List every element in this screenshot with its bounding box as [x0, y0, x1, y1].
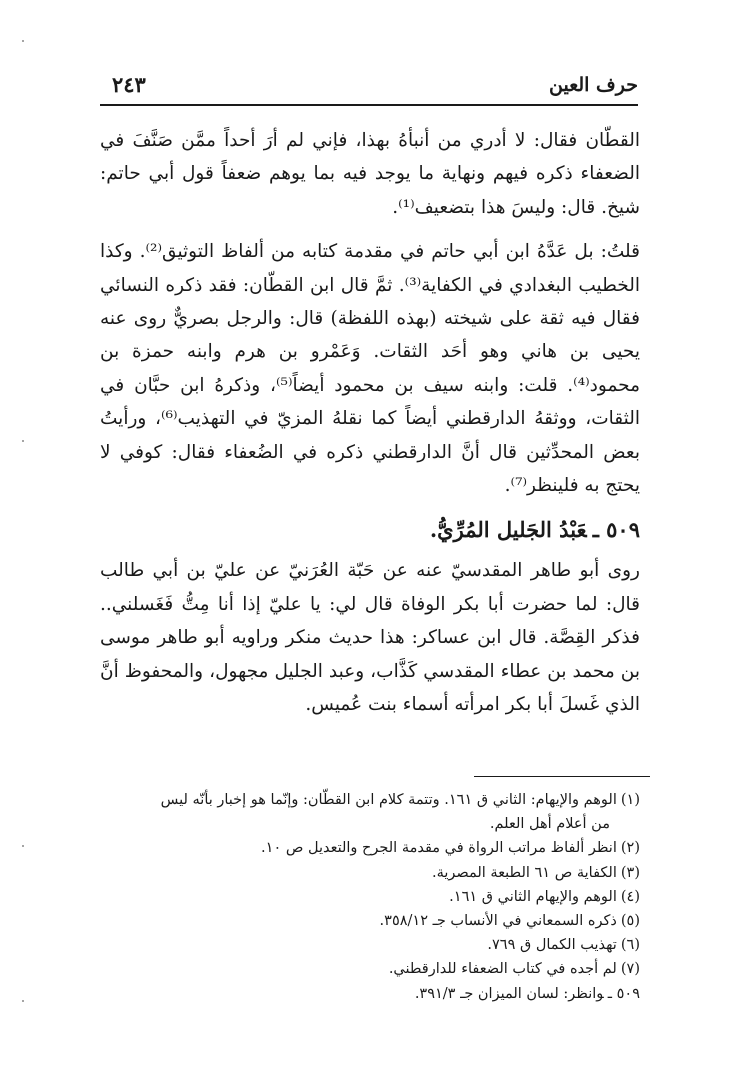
- footnote-text: الوهم والإيهام الثاني ق ١٦١.: [449, 888, 617, 905]
- page-number: ٢٤٣: [112, 72, 146, 97]
- footnote-text: لم أجده في كتاب الضعفاء للدارقطني.: [388, 961, 617, 978]
- entry-heading: [100, 512, 640, 548]
- footnote-marker: (٧): [620, 961, 640, 978]
- running-title: حرف العين: [549, 74, 638, 96]
- scan-speck: [22, 440, 24, 442]
- footnote-6: [100, 933, 640, 957]
- footnote-text: انظر ألفاظ مراتب الرواة في مقدمة الجرح والتعديل ص ١٠.: [261, 840, 617, 857]
- footnote-2: [100, 836, 640, 860]
- footnotes: [100, 788, 640, 1006]
- footnote-entry-509: [100, 982, 640, 1006]
- footnote-1-continuation: من أعلام أهل العلم.: [489, 816, 610, 833]
- footnote-marker: (٢): [620, 840, 640, 857]
- footnote-text: وانظر: لسان الميزان جـ ٣٩١/٣.: [414, 985, 604, 1002]
- paragraph-2: قلتُ: بل عَدَّهُ ابن أبي حاتم في مقدمة كتابه من ألفاظ التوثيق⁽²⁾. وكذا الخطيب البغدادي في الكفاية⁽³⁾. ثمَّ قال ابن القطّان: فقد ذكره النسائي فقال فيه ثقة على شيخته (بهذه اللفظة) قال: والرجل بصريٌّ روى عنه يحيى بن هاني وهو أحَد الثقات. وَعَمْرو بن هرم وابنه حمزة بن محمود⁽⁴⁾. قلت: وابنه سيف بن محمود أيضاً⁽⁵⁾، وذكرهُ ابن حبَّان في الثقات، ووثقهُ الدارقطني أيضاً كما نقلهُ المزيّ في التهذيب⁽⁶⁾، ورأيتُ بعض المحدِّثين قال أنَّ الدارقطني ذكره في الضُعفاء فقال: كوفي لا يحتج به فلينظر⁽⁷⁾.: [100, 241, 641, 497]
- footnote-1: [100, 788, 640, 812]
- scan-speck: [22, 1000, 24, 1002]
- footnote-5: [100, 909, 640, 933]
- footnote-text: ذكره السمعاني في الأنساب جـ ٣٥٨/١٢.: [379, 913, 617, 930]
- footnote-4: [100, 885, 640, 909]
- footnote-3: [100, 861, 640, 885]
- paragraph-1: القطّان فقال: لا أدري من أنبأهُ بهذا، فإني لم أرَ أحداً ممَّن صَنَّفَ في الضعفاء ذكره فيهم ونهاية ما يوجد فيه بما يوهم ضعفاً قول أبي حاتم: شيخ. قال: وليسَ هذا بتضعيف⁽¹⁾.: [100, 130, 640, 218]
- footnote-marker: (٦): [620, 937, 640, 954]
- entry-title: عَبْدُ الجَليل المُرِّيُّ.: [429, 517, 587, 543]
- footnote-text: الكفاية ص ٦١ الطبعة المصرية.: [431, 864, 617, 881]
- footnote-marker: (٥): [620, 913, 640, 930]
- scan-speck: [22, 845, 24, 847]
- footnote-marker: (١): [620, 792, 640, 808]
- footnote-marker: (٤): [620, 888, 640, 905]
- footnote-marker: ٥٠٩ ـ: [607, 985, 640, 1002]
- footnote-7: [100, 957, 640, 981]
- footnote-text: الوهم والإيهام: الثاني ق ١٦١. وتتمة كلام ابن القطّان: وإنّما هو إخبار بأنّه ليس: [160, 792, 617, 808]
- footnote-text: تهذيب الكمال ق ٧٦٩.: [487, 937, 617, 954]
- footnote-marker: (٣): [620, 864, 640, 881]
- main-text: [100, 124, 640, 722]
- footnote-divider: [474, 776, 650, 777]
- entry-number: ٥٠٩ ـ: [592, 517, 640, 543]
- entry-paragraph: روى أبو طاهر المقدسيّ عنه عن حَبّة العُرَنيّ عن عليّ بن أبي طالب قال: لما حضرت أبا بكر الوفاة قال لي: يا عليّ إذا أنا مِتُّ فَغَسلني.. فذكر القِصَّة. قال ابن عساكر: هذا حديث منكر وراويه أبو طاهر موسى بن محمد بن عطاء المقدسي كَذَّاب، وعبد الجليل مجهول، والمحفوظ أنَّ الذي غَسلَ أبا بكر امرأته أسماء بنت عُميس.: [100, 560, 640, 716]
- scan-speck: [22, 40, 24, 42]
- page-header: [100, 70, 638, 106]
